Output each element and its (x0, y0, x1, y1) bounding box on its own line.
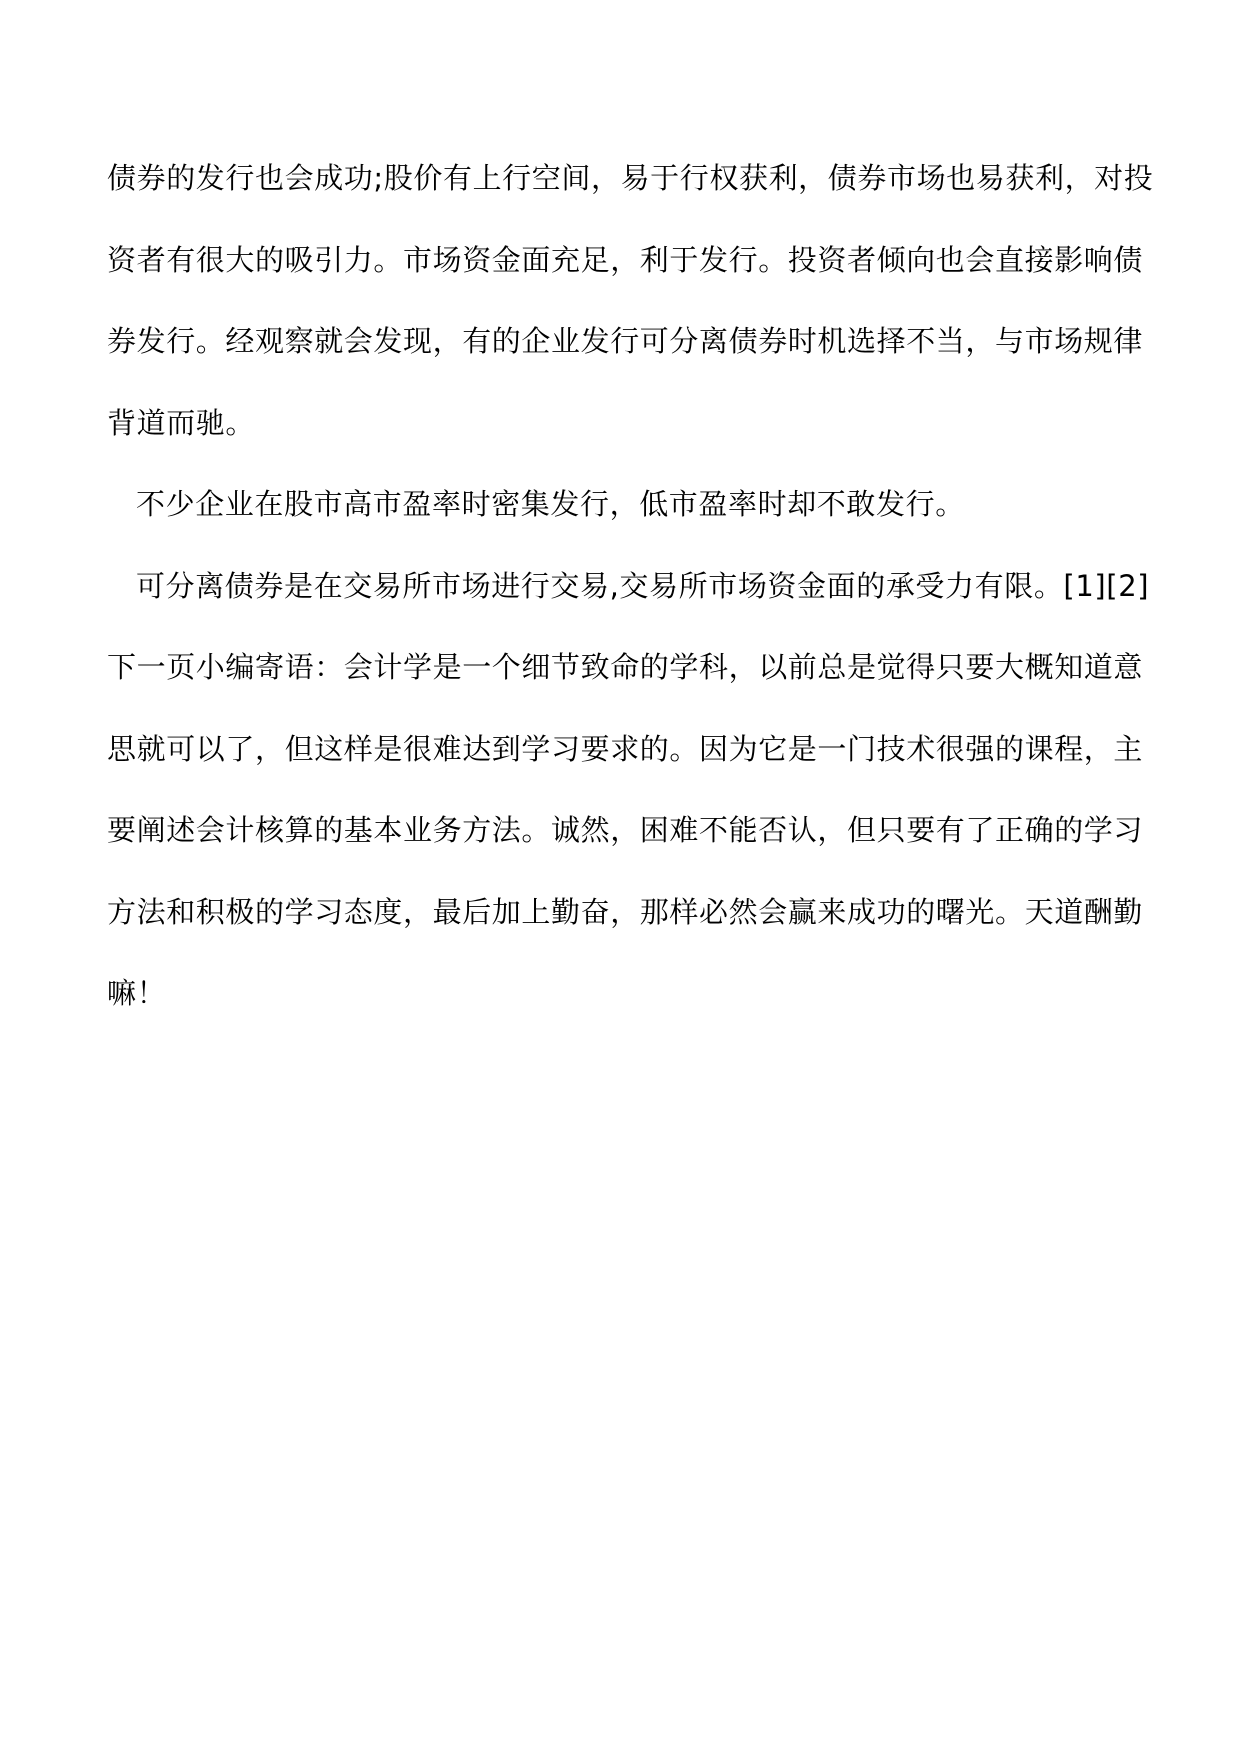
text-line-11: 嘛！ (107, 976, 167, 1010)
text-line-9: 要阐述会计核算的基本业务方法。诚然，困难不能否认，但只要有了正确的学习 (107, 813, 1144, 847)
document-body (107, 158, 1154, 1055)
text-line-3: 券发行。经观察就会发现，有的企业发行可分离债券时机选择不当，与市场规律 (107, 324, 1144, 358)
text-line-5: 不少企业在股市高市盈率时密集发行，低市盈率时却不敢发行。 (136, 487, 965, 521)
text-line-6: 可分离债券是在交易所市场进行交易,交易所市场资金面的承受力有限。[1][2] (136, 568, 1150, 603)
text-line-10: 方法和积极的学习态度，最后加上勤奋，那样必然会赢来成功的曙光。天道酬勤 (107, 894, 1144, 929)
text-line-1: 债券的发行也会成功;股价有上行空间，易于行权获利，债券市场也易获利，对投 (107, 161, 1154, 195)
text-line-7: 下一页小编寄语：会计学是一个细节致命的学科，以前总是觉得只要大概知道意 (107, 650, 1144, 684)
text-line-8: 思就可以了，但这样是很难达到学习要求的。因为它是一门技术很强的课程，主 (107, 731, 1144, 766)
text-line-2: 资者有很大的吸引力。市场资金面充足，利于发行。投资者倾向也会直接影响债 (107, 242, 1144, 277)
text-line-4: 背道而驰。 (107, 405, 256, 440)
